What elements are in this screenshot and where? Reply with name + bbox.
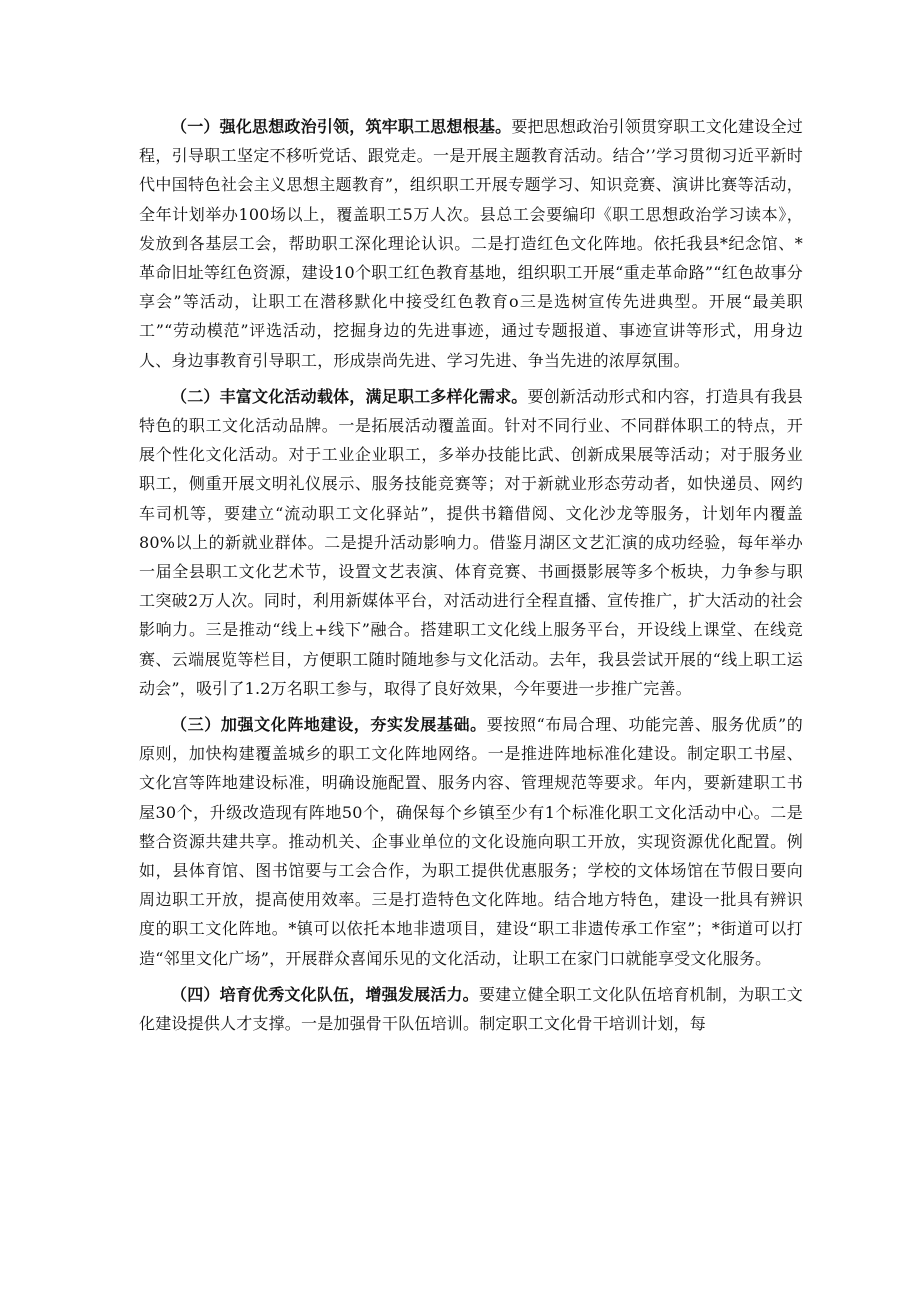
paragraph-4-heading: （四）培育优秀文化队伍，增强发展活力。 [171, 984, 479, 1004]
paragraph-2-body: 要创新活动形式和内容，打造具有我县特色的职工文化活动品牌。一是拓展活动覆盖面。针对不同行业、不同群体职工的特点，开展个性化文化活动。对于工业企业职工，多举办技能比武、创新成果展等活动；对于服务业职工，侧重开展文明礼仪展示、服务技能竞赛等；对于新就业形态劳动者，如快递员、网约车司机等，要建立“流动职工文化驿站”，提供书籍借阅、文化沙龙等服务，计划年内覆盖80%以上的新就业群体。二是提升活动影响力。借鉴月湖区文艺汇演的成功经验，每年举办一届全县职工文化艺术节，设置文艺表演、体育竞赛、书画摄影展等多个板块，力争参与职工突破2万人次。同时，利用新媒体平台，对活动进行全程直播、宣传推广，扩大活动的社会影响力。三是推动“线上+线下”融合。搭建职工文化线上服务平台，开设线上课堂、在线竞赛、云端展览等栏目，方便职工随时随地参与文化活动。去年，我县尝试开展的“线上职工运动会”，吸引了1.2万名职工参与，取得了良好效果，今年要进一步推广完善。 [139, 386, 803, 698]
paragraph-1-heading: （一）强化思想政治引领，筑牢职工思想根基。 [171, 117, 512, 136]
paragraph-2 [139, 382, 803, 703]
paragraph-1 [139, 112, 803, 375]
paragraph-1-body: 要把思想政治引领贯穿职工文化建设全过程，引导职工坚定不移听党话、跟党走。一是开展主题教育活动。结合’’学习贯彻习近平新时代中国特色社会主义思想主题教育”，组织职工开展专题学习、知识竞赛、演讲比赛等活动，全年计划举办100场以上，覆盖职工5万人次。县总工会要编印《职工思想政治学习读本》，发放到各基层工会，帮助职工深化理论认识。二是打造红色文化阵地。依托我县*纪念馆、*革命旧址等红色资源，建设10个职工红色教育基地，组织职工开展“重走革命路”“红色故事分享会”等活动，让职工在潜移默化中接受红色教育o三是选树宣传先进典型。开展“最美职工”“劳动模范”评选活动，挖掘身边的先进事迹，通过专题报道、事迹宣讲等形式，用身边人、身边事教育引导职工，形成崇尚先进、学习先进、争当先进的浓厚氛围。 [139, 117, 803, 370]
paragraph-3-body: 要按照“布局合理、功能完善、服务优质”的原则，加快构建覆盖城乡的职工文化阵地网络。一是推进阵地标准化建设。制定职工书屋、文化宫等阵地建设标准，明确设施配置、服务内容、管理规范等要求。年内，要新建职工书屋30个，升级改造现有阵地50个，确保每个乡镇至少有1个标准化职工文化活动中心。二是整合资源共建共享。推动机关、企事业单位的文化设施向职工开放，实现资源优化配置。例如，县体育馆、图书馆要与工会合作，为职工提供优惠服务；学校的文体场馆在节假日要向周边职工开放，提高使用效率。三是打造特色文化阵地。结合地方特色，建设一批具有辨识度的职工文化阵地。*镇可以依托本地非遗项目，建设“职工非遗传承工作室”；*街道可以打造“邻里文化广场”，开展群众喜闻乐见的文化活动，让职工在家门口就能享受文化服务。 [139, 715, 803, 968]
document-page [139, 112, 803, 1045]
paragraph-3-heading: （三）加强文化阵地建设，夯实发展基础。 [171, 715, 487, 735]
paragraph-2-heading: （二）丰富文化活动载体，满足职工多样化需求。 [171, 386, 528, 406]
paragraph-4-body: 要建立健全职工文化队伍培育机制，为职工文化建设提供人才支撑。一是加强骨干队伍培训。制定职工文化骨干培训计划，每 [139, 984, 803, 1034]
paragraph-4 [139, 980, 803, 1038]
paragraph-3 [139, 710, 803, 973]
